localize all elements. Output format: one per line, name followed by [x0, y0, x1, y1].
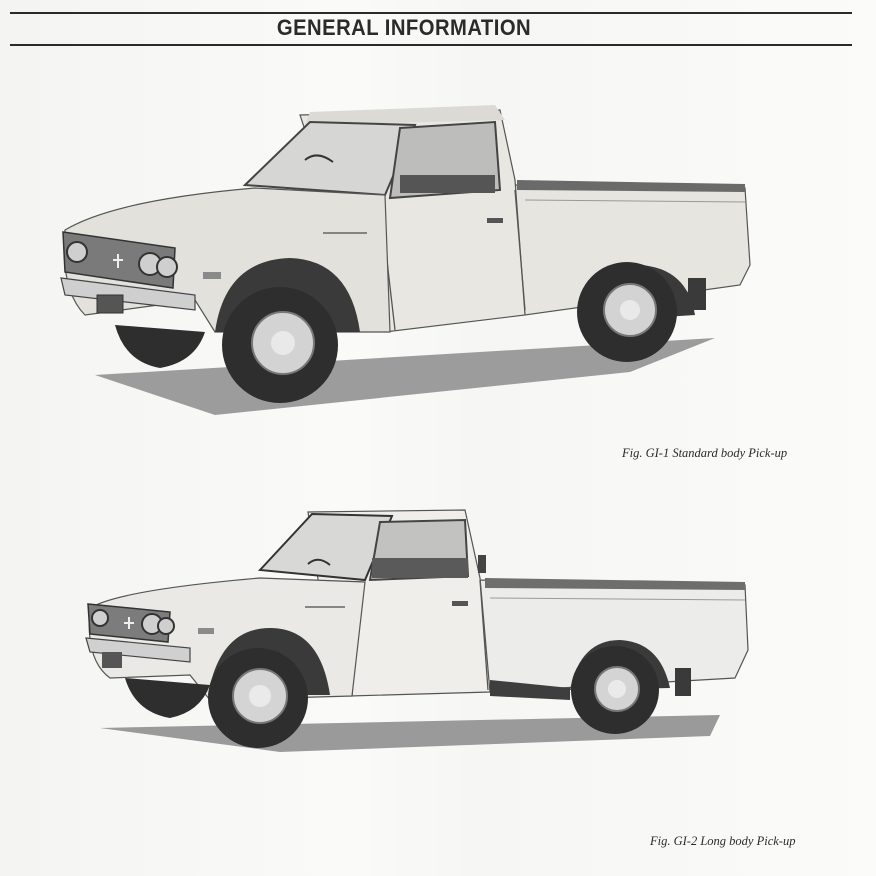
figure-caption-gi-2: Fig. GI-2 Long body Pick-up [650, 834, 796, 848]
figure-caption-gi-1: Fig. GI-1 Standard body Pick-up [622, 446, 788, 460]
pickup-truck-illustration-1 [55, 100, 765, 420]
figure-long-body-pickup [80, 500, 760, 760]
header-rule-bottom [10, 44, 852, 46]
header-rule-top [10, 12, 852, 14]
pickup-truck-illustration-2 [80, 500, 760, 760]
figure-standard-body-pickup [55, 100, 765, 420]
page-title: GENERAL INFORMATION [276, 15, 532, 40]
